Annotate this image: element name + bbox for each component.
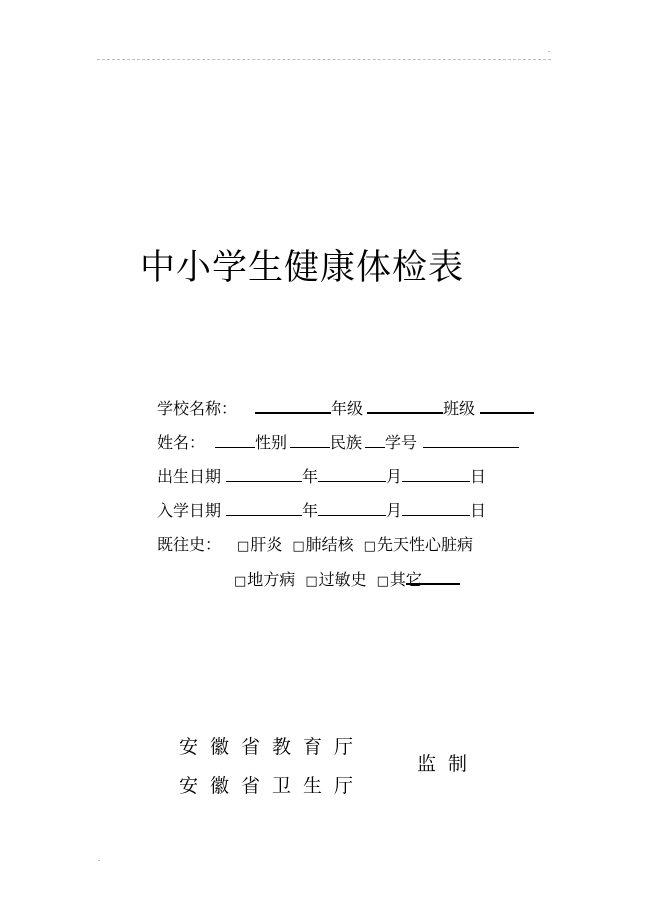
school-label: 学校名称： xyxy=(157,399,238,418)
supervise-label: 监制 xyxy=(417,753,480,775)
other-field[interactable] xyxy=(406,567,460,585)
ethnicity-label: 民族 xyxy=(330,433,363,452)
ethnicity-field[interactable] xyxy=(365,431,385,448)
enroll-month-field[interactable] xyxy=(318,499,386,516)
allergy-checkbox[interactable]: □ xyxy=(305,574,318,589)
name-label: 姓名： xyxy=(157,433,206,452)
allergy-label: 过敏史 xyxy=(318,570,367,589)
congenital-heart-label: 先天性心脏病 xyxy=(376,535,473,554)
row-history-2 xyxy=(234,567,460,589)
header-dot: · xyxy=(548,48,551,56)
enroll-day-label: 日 xyxy=(470,501,487,520)
authority-health: 安徽省卫生厅 xyxy=(179,775,366,797)
class-label: 班级 xyxy=(443,399,476,418)
name-field[interactable] xyxy=(215,431,255,448)
tuberculosis-checkbox[interactable]: □ xyxy=(292,539,305,554)
authority-education: 安徽省教育厅 xyxy=(179,736,366,758)
row-school xyxy=(157,396,534,418)
school-field[interactable] xyxy=(255,396,331,414)
birth-day-field[interactable] xyxy=(402,465,470,482)
student-id-label: 学号 xyxy=(385,433,418,452)
hepatitis-label: 肝炎 xyxy=(250,535,283,554)
hepatitis-checkbox[interactable]: □ xyxy=(237,539,250,554)
enroll-year-label: 年 xyxy=(302,501,319,520)
birth-month-field[interactable] xyxy=(318,465,386,482)
row-birth-date xyxy=(157,465,486,487)
enroll-month-label: 月 xyxy=(386,501,403,520)
birth-month-label: 月 xyxy=(386,467,403,486)
other-label: 其它 xyxy=(389,570,422,589)
birth-label: 出生日期 xyxy=(157,467,222,486)
enroll-label: 入学日期 xyxy=(157,501,222,520)
row-name xyxy=(157,431,519,453)
other-checkbox[interactable]: □ xyxy=(376,574,389,589)
row-history xyxy=(157,534,473,556)
congenital-heart-checkbox[interactable]: □ xyxy=(363,539,376,554)
header-rule xyxy=(97,59,551,60)
class-field[interactable] xyxy=(480,396,534,414)
tuberculosis-label: 肺结核 xyxy=(305,535,354,554)
birth-year-field[interactable] xyxy=(226,465,302,482)
enroll-day-field[interactable] xyxy=(402,499,470,516)
history-label: 既往史： xyxy=(157,535,222,554)
gender-field[interactable] xyxy=(290,431,330,448)
enroll-year-field[interactable] xyxy=(226,499,302,516)
row-enroll-date xyxy=(157,499,486,521)
birth-year-label: 年 xyxy=(302,467,319,486)
page-title: 中小学生健康体检表 xyxy=(140,248,465,288)
grade-label: 年级 xyxy=(331,399,364,418)
grade-field[interactable] xyxy=(367,396,443,414)
gender-label: 性别 xyxy=(255,433,288,452)
footer-dot: · xyxy=(98,857,101,865)
student-id-field[interactable] xyxy=(423,431,519,448)
endemic-disease-checkbox[interactable]: □ xyxy=(234,574,247,589)
birth-day-label: 日 xyxy=(470,467,487,486)
endemic-disease-label: 地方病 xyxy=(247,570,296,589)
